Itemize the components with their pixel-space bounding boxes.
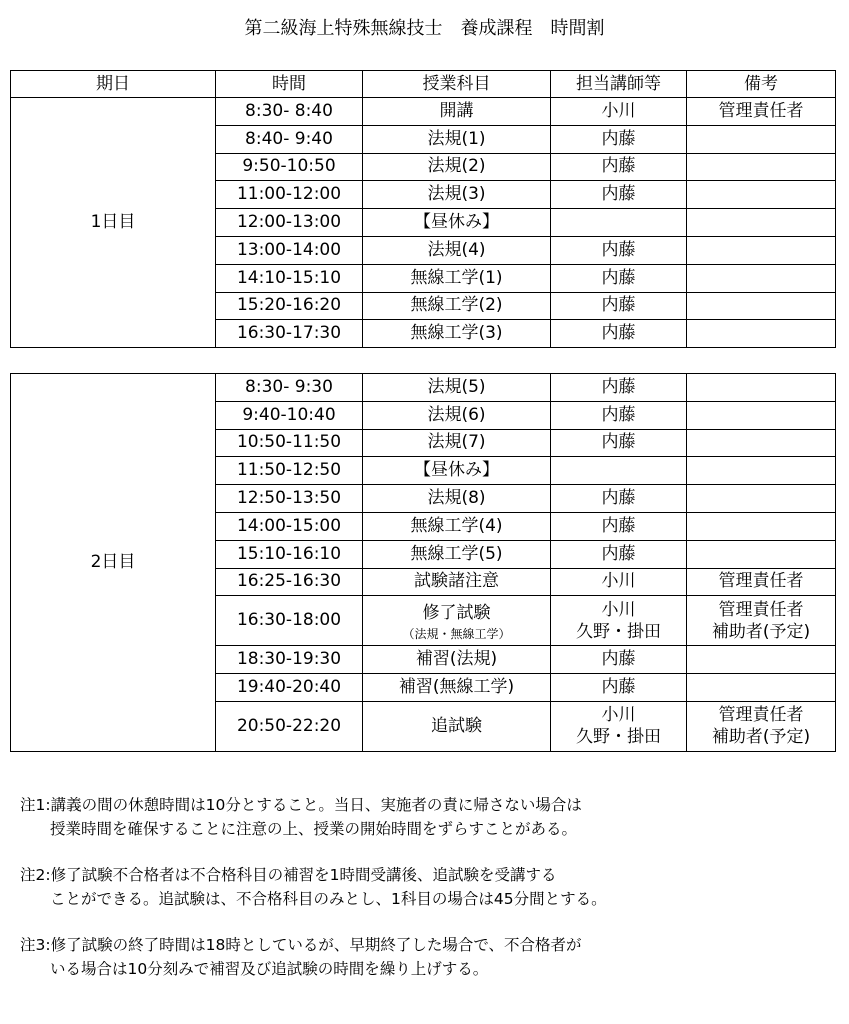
header-subject: 授業科目 — [363, 71, 551, 98]
note-cell — [687, 429, 836, 457]
note-text: 修了試験の終了時間は18時としているが、早期終了した場合で、不合格者が — [50, 936, 582, 954]
note-cell — [687, 374, 836, 402]
subject-cell: 法規(5) — [363, 374, 551, 402]
time-cell: 12:50-13:50 — [216, 485, 363, 513]
note-label: 注3: — [20, 936, 51, 954]
note-text: いる場合は10分刻みで補習及び追試験の時間を繰り上げする。 — [50, 960, 489, 978]
time-cell: 8:40- 9:40 — [216, 125, 363, 153]
note-cell — [687, 209, 836, 237]
table-row — [11, 374, 836, 402]
note-cell-line: 管理責任者 — [718, 599, 804, 620]
time-cell: 9:50-10:50 — [216, 153, 363, 181]
day-label: 1日目 — [11, 98, 216, 348]
page-title: 第二級海上特殊無線技士 養成課程 時間割 — [244, 18, 605, 39]
note-3 — [20, 933, 840, 981]
teacher-cell: 内藤 — [551, 181, 687, 209]
note-cell-line: 管理責任者 — [718, 705, 804, 726]
note-label: 注1: — [20, 796, 51, 814]
time-cell: 15:10-16:10 — [216, 540, 363, 568]
time-cell: 20:50-22:20 — [216, 701, 363, 751]
subject-main: 修了試験 — [422, 602, 491, 623]
subject-cell: 無線工学(3) — [363, 320, 551, 348]
teacher-cell: 内藤 — [551, 512, 687, 540]
time-cell: 16:25-16:30 — [216, 568, 363, 596]
note-label: 注2: — [20, 866, 51, 884]
teacher-cell — [551, 209, 687, 237]
note-text: 修了試験不合格者は不合格科目の補習を1時間受講後、追試験を受講する — [50, 866, 557, 884]
header-time: 時間 — [216, 71, 363, 98]
time-cell: 16:30-18:00 — [216, 596, 363, 646]
time-cell: 16:30-17:30 — [216, 320, 363, 348]
time-cell: 14:10-15:10 — [216, 264, 363, 292]
teacher-cell-line: 小川 — [601, 599, 636, 620]
table-header-row — [11, 71, 836, 98]
schedule-table-day2 — [10, 373, 836, 752]
header-note: 備考 — [687, 71, 836, 98]
note-cell — [687, 125, 836, 153]
subject-cell: 無線工学(4) — [363, 512, 551, 540]
note-cell — [687, 401, 836, 429]
subject-cell: 法規(6) — [363, 401, 551, 429]
time-cell: 8:30- 8:40 — [216, 98, 363, 126]
note-cell — [687, 596, 836, 646]
teacher-cell — [551, 596, 687, 646]
note-cell: 管理責任者 — [687, 568, 836, 596]
day-label: 2日目 — [11, 374, 216, 752]
teacher-cell-line: 久野・掛田 — [576, 727, 661, 748]
note-cell — [687, 320, 836, 348]
subject-cell: 補習(無線工学) — [363, 674, 551, 702]
subject-cell: 法規(4) — [363, 236, 551, 264]
subject-cell: 開講 — [363, 98, 551, 126]
note-cell — [687, 701, 836, 751]
note-cell — [687, 457, 836, 485]
time-cell: 12:00-13:00 — [216, 209, 363, 237]
note-cell — [687, 646, 836, 674]
note-cell — [687, 236, 836, 264]
teacher-cell: 内藤 — [551, 540, 687, 568]
time-cell: 8:30- 9:30 — [216, 374, 363, 402]
subject-cell: 追試験 — [363, 701, 551, 751]
schedule-table-day1 — [10, 70, 836, 348]
teacher-cell-line: 小川 — [601, 705, 636, 726]
note-cell — [687, 153, 836, 181]
note-cell — [687, 674, 836, 702]
teacher-cell: 内藤 — [551, 374, 687, 402]
subject-cell: 法規(7) — [363, 429, 551, 457]
teacher-cell: 内藤 — [551, 153, 687, 181]
teacher-cell-line: 久野・掛田 — [576, 621, 661, 642]
time-cell: 14:00-15:00 — [216, 512, 363, 540]
note-cell — [687, 512, 836, 540]
note-text: 講義の間の休憩時間は10分とすること。当日、実施者の責に帰さない場合は — [50, 796, 582, 814]
subject-sub: （法規・無線工学） — [402, 626, 511, 641]
time-cell: 10:50-11:50 — [216, 429, 363, 457]
subject-cell: 無線工学(2) — [363, 292, 551, 320]
time-cell: 13:00-14:00 — [216, 236, 363, 264]
note-text: 授業時間を確保することに注意の上、授業の開始時間をずらすことがある。 — [50, 820, 578, 838]
teacher-cell: 内藤 — [551, 401, 687, 429]
header-teacher: 担当講師等 — [551, 71, 687, 98]
teacher-cell: 内藤 — [551, 236, 687, 264]
note-cell — [687, 540, 836, 568]
time-cell: 19:40-20:40 — [216, 674, 363, 702]
time-cell: 11:50-12:50 — [216, 457, 363, 485]
table-row — [11, 98, 836, 126]
note-1 — [20, 793, 840, 841]
subject-cell: 無線工学(5) — [363, 540, 551, 568]
time-cell: 18:30-19:30 — [216, 646, 363, 674]
note-cell: 管理責任者 — [687, 98, 836, 126]
teacher-cell: 内藤 — [551, 646, 687, 674]
subject-cell: 法規(2) — [363, 153, 551, 181]
teacher-cell: 内藤 — [551, 125, 687, 153]
note-cell — [687, 181, 836, 209]
note-2 — [20, 863, 840, 911]
teacher-cell: 小川 — [551, 568, 687, 596]
teacher-cell: 内藤 — [551, 264, 687, 292]
notes-section — [20, 793, 840, 1003]
time-cell: 9:40-10:40 — [216, 401, 363, 429]
teacher-cell — [551, 701, 687, 751]
note-text: ことができる。追試験は、不合格科目のみとし、1科目の場合は45分間とする。 — [50, 890, 607, 908]
subject-cell: 法規(1) — [363, 125, 551, 153]
teacher-cell: 内藤 — [551, 320, 687, 348]
teacher-cell: 内藤 — [551, 429, 687, 457]
subject-cell: 試験諸注意 — [363, 568, 551, 596]
teacher-cell: 内藤 — [551, 485, 687, 513]
subject-cell: 無線工学(1) — [363, 264, 551, 292]
note-cell-line: 補助者(予定) — [711, 621, 811, 642]
subject-cell: 補習(法規) — [363, 646, 551, 674]
note-cell — [687, 292, 836, 320]
note-cell-line: 補助者(予定) — [711, 727, 811, 748]
subject-cell: 【昼休み】 — [363, 457, 551, 485]
subject-cell: 法規(3) — [363, 181, 551, 209]
teacher-cell: 小川 — [551, 98, 687, 126]
subject-cell — [363, 596, 551, 646]
teacher-cell: 内藤 — [551, 292, 687, 320]
note-cell — [687, 264, 836, 292]
note-cell — [687, 485, 836, 513]
time-cell: 15:20-16:20 — [216, 292, 363, 320]
time-cell: 11:00-12:00 — [216, 181, 363, 209]
header-date: 期日 — [11, 71, 216, 98]
teacher-cell: 内藤 — [551, 674, 687, 702]
subject-cell: 法規(8) — [363, 485, 551, 513]
teacher-cell — [551, 457, 687, 485]
subject-cell: 【昼休み】 — [363, 209, 551, 237]
